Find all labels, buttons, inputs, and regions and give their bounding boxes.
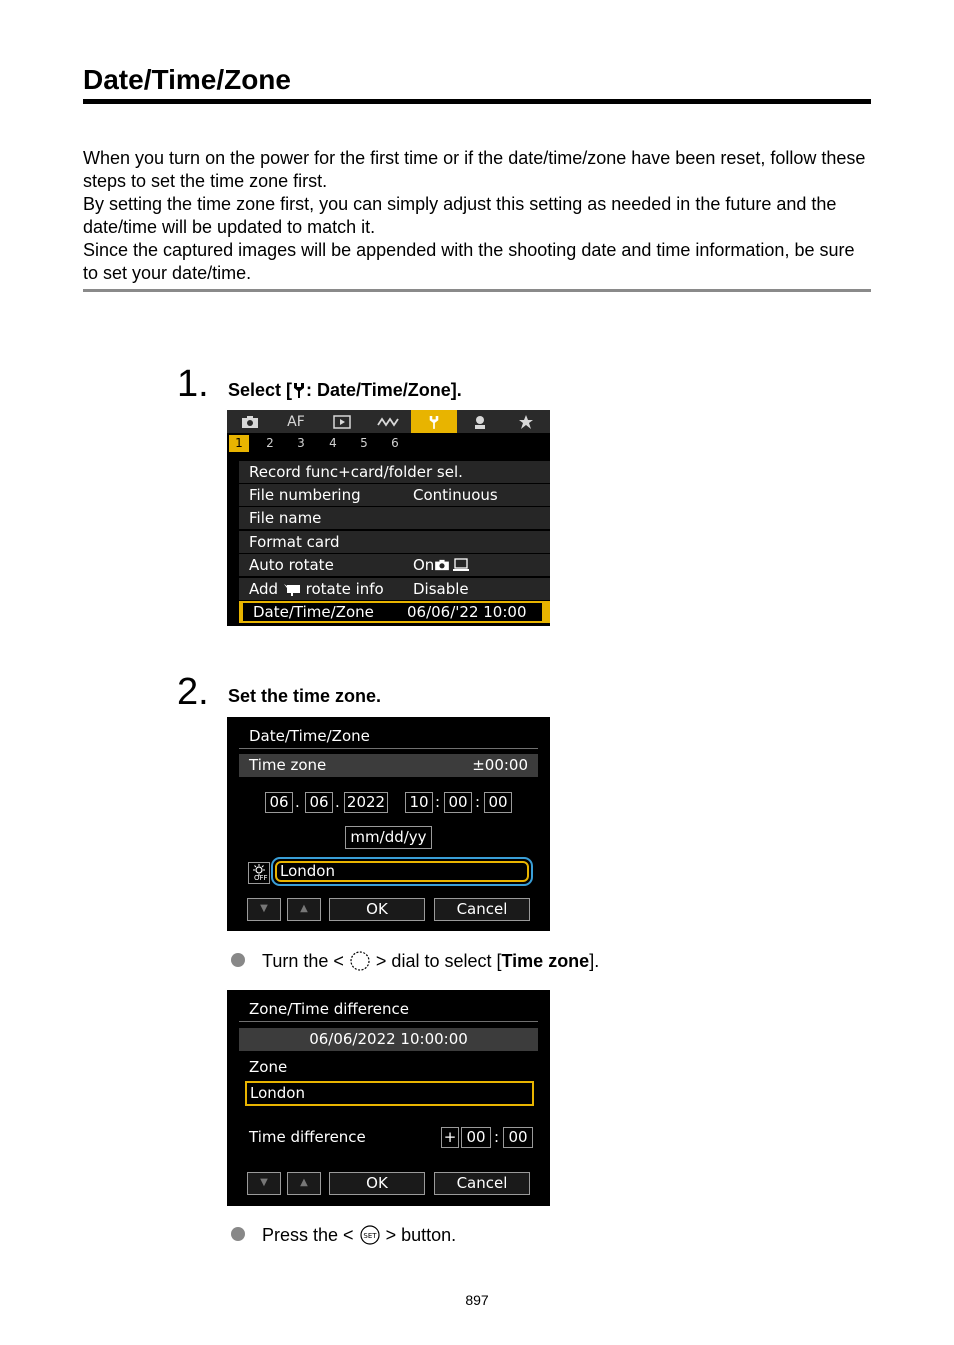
- menu-item-label: File name: [249, 509, 322, 527]
- tab-af[interactable]: AF: [287, 413, 305, 430]
- zone-field[interactable]: London: [245, 1081, 534, 1106]
- subtab-3[interactable]: 3: [297, 436, 305, 450]
- bullet-1-prefix: Turn the <: [262, 951, 344, 971]
- down-arrow-button[interactable]: ▼: [247, 898, 281, 921]
- menu-item-date-time-zone[interactable]: [239, 601, 550, 624]
- subtab-2[interactable]: 2: [266, 436, 274, 450]
- camera-icon[interactable]: [227, 410, 273, 433]
- menu-item-label: Date/Time/Zone: [253, 603, 374, 621]
- add-label-suffix: rotate info: [305, 580, 384, 598]
- time-separator: :: [435, 793, 441, 811]
- bullet-2-suffix: > button.: [385, 1225, 457, 1245]
- subtab-6[interactable]: 6: [391, 436, 399, 450]
- current-datetime: 06/06/2022 10:00:00: [239, 1028, 538, 1051]
- bullet-2-text: [262, 1224, 456, 1246]
- bullet: [231, 1227, 245, 1241]
- bullet-2-prefix: Press the <: [262, 1225, 354, 1245]
- minute-field[interactable]: 00: [444, 792, 472, 813]
- auto-rotate-value: On: [413, 556, 435, 574]
- intro-paragraph: By setting the time zone first, you can simply adjust this setting as needed in the future and the date/time will be updated to match it.: [83, 194, 837, 237]
- ok-button[interactable]: OK: [329, 1172, 425, 1195]
- intro-paragraph: Since the captured images will be appended with the shooting date and time information, be sure to set your date/time.: [83, 240, 855, 283]
- step-number-2: 2.: [177, 671, 209, 713]
- sign-field[interactable]: +: [441, 1127, 459, 1148]
- hour-field[interactable]: 10: [405, 792, 433, 813]
- date-time-zone-screen: [227, 717, 550, 931]
- time-separator: :: [475, 793, 481, 811]
- time-zone-value: ±00:00: [472, 756, 528, 774]
- menu-tabs: [227, 410, 550, 433]
- step-1-text: [228, 380, 462, 401]
- time-separator: :: [494, 1128, 500, 1146]
- play-icon[interactable]: [319, 410, 365, 433]
- movie-icon: [283, 582, 301, 596]
- time-difference-label: Time difference: [249, 1128, 366, 1146]
- menu-item-label: Auto rotate: [249, 556, 334, 574]
- menu-subtabs: [227, 433, 550, 453]
- bullet-1-end: ].: [589, 951, 600, 971]
- wave-icon[interactable]: [365, 410, 411, 433]
- bullet: [231, 953, 245, 967]
- menu-item-file-numbering[interactable]: [239, 484, 550, 507]
- menu-item-label: [249, 578, 384, 600]
- menu-item-label: Record func+card/folder sel.: [249, 463, 463, 481]
- page-number: 897: [465, 1292, 489, 1308]
- menu-item-value: Disable: [413, 580, 469, 598]
- menu-item-label: Format card: [249, 533, 340, 551]
- menu-item-value: 06/06/'22 10:00: [407, 603, 527, 621]
- subtab-5[interactable]: 5: [360, 436, 368, 450]
- step-1-suffix: : Date/Time/Zone].: [306, 380, 462, 400]
- up-arrow-button[interactable]: ▲: [287, 1172, 321, 1195]
- subtab-4[interactable]: 4: [329, 436, 337, 450]
- star-icon[interactable]: [503, 410, 549, 433]
- date-separator: .: [335, 793, 340, 811]
- menu-item-value: Continuous: [413, 486, 498, 504]
- step-2-text: Set the time zone.: [228, 686, 382, 706]
- menu-item-format-card[interactable]: [239, 531, 550, 554]
- menu-item-auto-rotate[interactable]: [239, 554, 550, 577]
- zone-field[interactable]: London: [275, 861, 529, 882]
- menu-item-add-rotate-info[interactable]: [239, 578, 550, 601]
- up-arrow-button[interactable]: ▲: [287, 898, 321, 921]
- cancel-button[interactable]: Cancel: [434, 1172, 530, 1195]
- title-divider: [239, 1021, 538, 1022]
- setup-menu-screen: [227, 410, 550, 626]
- wrench-icon[interactable]: [411, 410, 457, 433]
- cancel-button[interactable]: Cancel: [434, 898, 530, 921]
- add-label-prefix: Add: [249, 580, 279, 598]
- step-1-prefix: Select [: [228, 380, 293, 400]
- down-arrow-button[interactable]: ▼: [247, 1172, 281, 1195]
- subtab-1[interactable]: 1: [229, 435, 249, 452]
- date-separator: .: [295, 793, 300, 811]
- page-title: Date/Time/Zone: [83, 64, 291, 95]
- wrench-icon: [292, 381, 306, 399]
- intro-text: [83, 147, 873, 285]
- day-field[interactable]: 06: [305, 792, 333, 813]
- month-field[interactable]: 06: [265, 792, 293, 813]
- intro-rule: [83, 289, 871, 292]
- title-rule: [83, 99, 871, 104]
- time-zone-label: Time zone: [249, 756, 327, 774]
- bullet-1-suffix: > dial to select [: [375, 951, 502, 971]
- custom-icon[interactable]: [457, 410, 503, 433]
- zone-label: Zone: [249, 1058, 288, 1076]
- menu-item-record-func[interactable]: [239, 461, 550, 484]
- set-button-icon: [359, 1224, 381, 1246]
- bullet-1-bold: Time zone: [501, 951, 590, 971]
- dial-icon: [349, 950, 371, 972]
- zone-time-difference-screen: [227, 990, 550, 1206]
- camera-icon: [434, 559, 450, 571]
- intro-paragraph: When you turn on the power for the first time or if the date/time/zone have been reset, follow these steps to set the time zone first.: [83, 148, 866, 191]
- bullet-1-text: [262, 950, 599, 972]
- second-field[interactable]: 00: [484, 792, 512, 813]
- step-number-1: 1.: [177, 363, 209, 405]
- computer-icon: [452, 558, 470, 572]
- screen-title: Date/Time/Zone: [249, 727, 370, 745]
- dst-icon[interactable]: [248, 862, 270, 884]
- selection-highlight: [243, 603, 542, 621]
- menu-item-file-name[interactable]: [239, 507, 550, 530]
- time-zone-row[interactable]: [239, 754, 538, 777]
- menu-item-label: File numbering: [249, 486, 361, 504]
- year-field[interactable]: 2022: [344, 792, 388, 813]
- title-divider: [239, 748, 538, 749]
- set-button-label: SET: [362, 1232, 377, 1240]
- date-format-field[interactable]: mm/dd/yy: [345, 826, 432, 849]
- dst-off-label: OFF: [254, 874, 268, 882]
- menu-item-value: [413, 554, 470, 576]
- hours-field[interactable]: 00: [461, 1127, 491, 1148]
- minutes-field[interactable]: 00: [503, 1127, 533, 1148]
- screen-title: Zone/Time difference: [249, 1000, 410, 1018]
- ok-button[interactable]: OK: [329, 898, 425, 921]
